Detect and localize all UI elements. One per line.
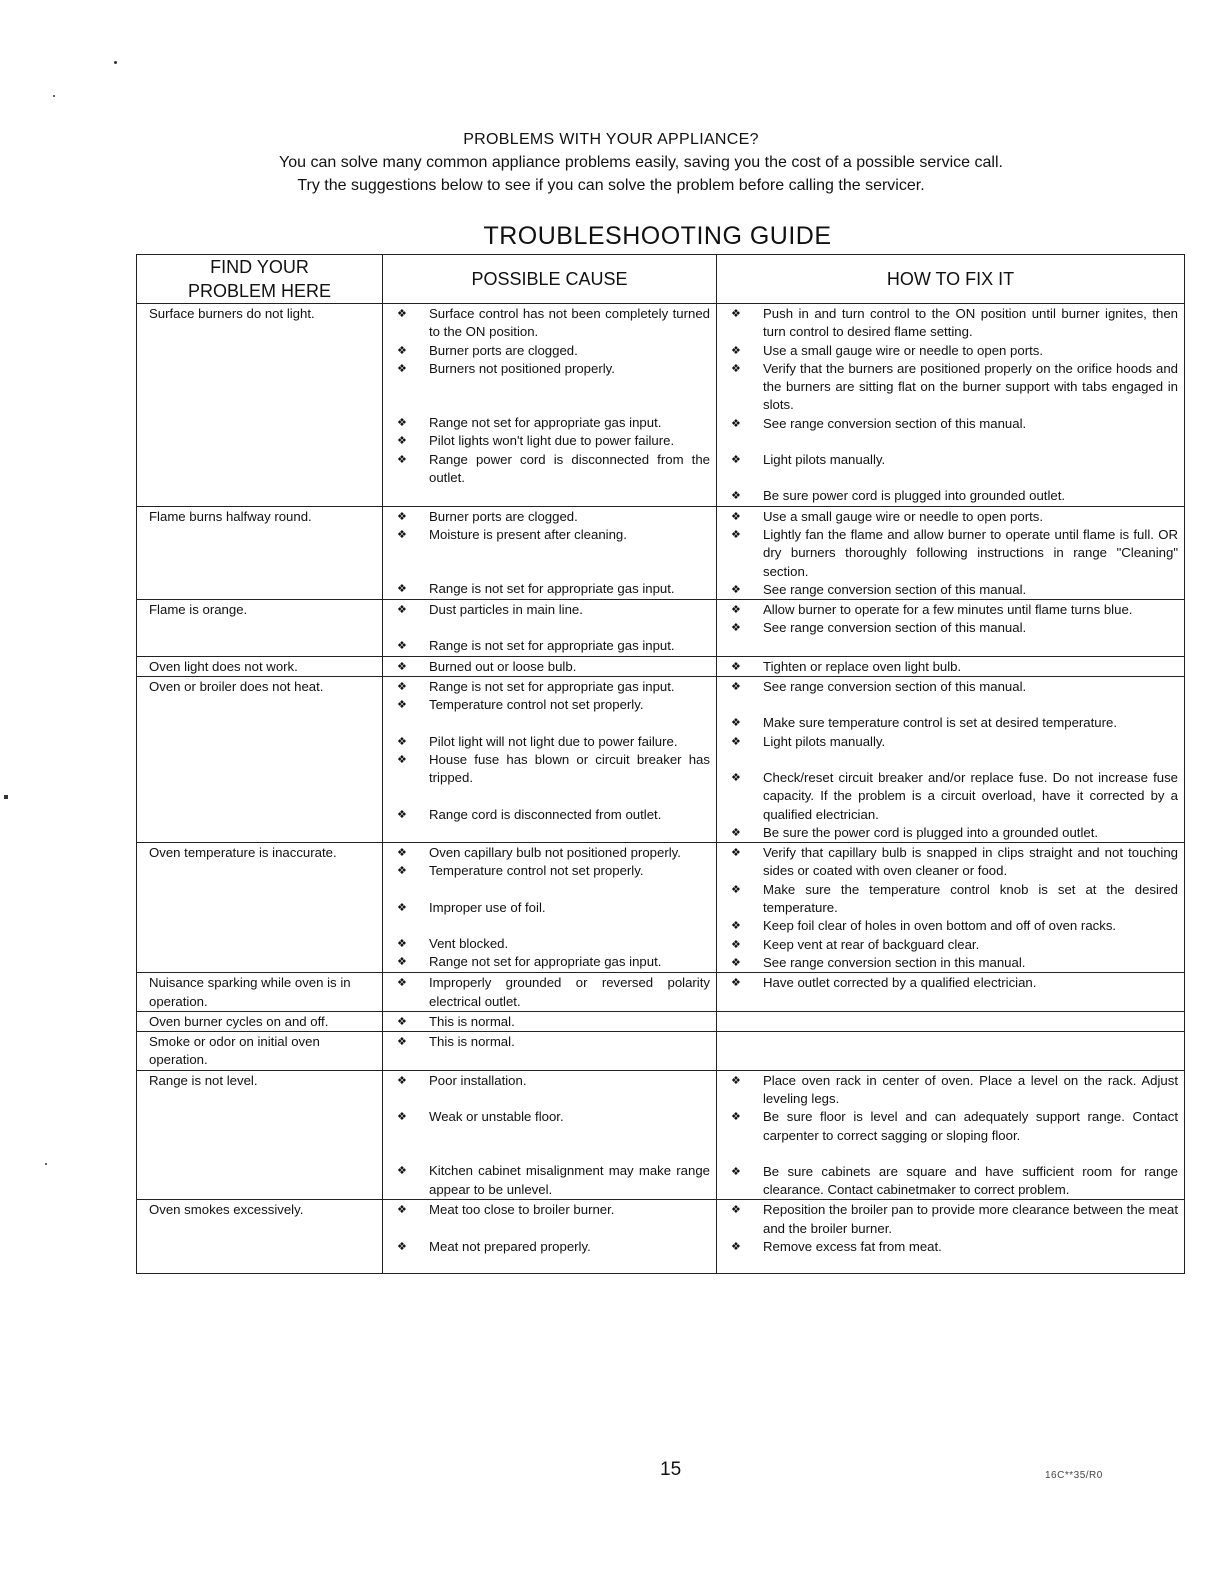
bullet-icon: ❖ — [397, 1036, 407, 1049]
bullet-icon: ❖ — [397, 1110, 407, 1123]
scan-speck — [114, 61, 117, 64]
fix-cell — [717, 1011, 1185, 1031]
cause-item: ❖ Pilot lights won't light due to power failure. — [395, 432, 710, 450]
bullet-icon: ❖ — [397, 583, 407, 596]
bullet-icon: ❖ — [731, 510, 741, 523]
cause-cell — [383, 506, 717, 599]
cause-cell — [383, 677, 717, 843]
cause-item: ❖ Poor installation. — [395, 1072, 710, 1090]
problem-cell: Oven light does not work. — [137, 656, 383, 676]
cause-item: ❖ Burners not positioned properly. — [395, 360, 710, 378]
problem-cell: Oven burner cycles on and off. — [137, 1011, 383, 1031]
bullet-icon: ❖ — [731, 883, 741, 896]
cause-item: ❖ Range is not set for appropriate gas input. — [395, 637, 710, 655]
fix-item: ❖ Use a small gauge wire or needle to open ports. — [729, 342, 1178, 360]
problem-cell: Range is not level. — [137, 1070, 383, 1200]
fix-cell — [717, 1032, 1185, 1071]
fix-item: ❖ Keep foil clear of holes in oven bottom and off of oven racks. — [729, 917, 1178, 935]
bullet-icon: ❖ — [397, 901, 407, 914]
cause-item: ❖ Range power cord is disconnected from the outlet. — [397, 451, 710, 486]
table-row — [137, 1200, 1185, 1274]
bullet-icon: ❖ — [397, 1015, 407, 1028]
problem-cell: Oven temperature is inaccurate. — [137, 843, 383, 973]
fix-item: ❖ Light pilots manually. — [729, 733, 1178, 751]
fix-item: ❖ Remove excess fat from meat. — [729, 1238, 1178, 1256]
cause-item: ❖ Range not set for appropriate gas input. — [395, 414, 710, 432]
fix-item: ❖ See range conversion section of this manual. — [729, 415, 1178, 433]
cause-item: ❖ Temperature control not set properly. — [395, 862, 710, 880]
cause-item: ❖ Meat too close to broiler burner. — [395, 1201, 710, 1219]
problem-cell: Nuisance sparking while oven is in operation. — [137, 973, 383, 1012]
cause-item: ❖ Surface control has not been completely turned to the ON position. — [397, 306, 710, 340]
cause-item: ❖ Pilot light will not light due to power failure. — [395, 733, 710, 751]
bullet-icon: ❖ — [397, 510, 407, 523]
bullet-icon: ❖ — [397, 1165, 407, 1178]
bullet-icon: ❖ — [731, 362, 741, 375]
bullet-icon: ❖ — [731, 735, 741, 748]
bullet-icon: ❖ — [397, 1240, 407, 1253]
fix-cell — [717, 304, 1185, 507]
bullet-icon: ❖ — [397, 344, 407, 357]
document-code: 16C**35/R0 — [1045, 1470, 1103, 1481]
bullet-icon: ❖ — [397, 735, 407, 748]
bullet-icon: ❖ — [397, 362, 407, 375]
cause-item: ❖ Burner ports are clogged. — [395, 342, 710, 360]
problem-cell: Surface burners do not light. — [137, 304, 383, 507]
fix-item: ❖ Tighten or replace oven light bulb. — [729, 658, 1178, 676]
bullet-icon: ❖ — [731, 417, 741, 430]
bullet-icon: ❖ — [397, 1204, 407, 1217]
guide-title: TROUBLESHOOTING GUIDE — [483, 222, 832, 250]
bullet-icon: ❖ — [731, 771, 741, 784]
bullet-icon: ❖ — [397, 753, 407, 766]
cause-item: ❖ Range cord is disconnected from outlet. — [395, 806, 710, 824]
bullet-icon: ❖ — [397, 938, 407, 951]
bullet-icon: ❖ — [397, 640, 407, 653]
cause-item: ❖ Range not set for appropriate gas input. — [395, 953, 710, 971]
cause-cell — [383, 973, 717, 1012]
table-row — [137, 1011, 1185, 1031]
bullet-icon: ❖ — [731, 956, 741, 969]
cause-item: ❖ Vent blocked. — [395, 935, 710, 953]
problem-cell: Flame is orange. — [137, 600, 383, 657]
fix-item: ❖ Light pilots manually. — [729, 451, 1178, 469]
cause-cell — [383, 1011, 717, 1031]
table-row — [137, 677, 1185, 843]
bullet-icon: ❖ — [397, 956, 407, 969]
fix-item: ❖ Have outlet corrected by a qualified electrician. — [729, 974, 1178, 992]
fix-item: ❖ Reposition the broiler pan to provide more clearance between the meat and the broiler burner. — [731, 1202, 1178, 1236]
scan-speck — [53, 95, 55, 97]
fix-cell — [717, 843, 1185, 973]
bullet-icon: ❖ — [397, 1074, 407, 1087]
table-row — [137, 1032, 1185, 1071]
cause-item: ❖ Meat not prepared properly. — [395, 1238, 710, 1256]
cause-cell — [383, 1032, 717, 1071]
table-row — [137, 656, 1185, 676]
bullet-icon: ❖ — [397, 865, 407, 878]
bullet-icon: ❖ — [397, 435, 407, 448]
fix-cell — [717, 1070, 1185, 1200]
cause-item: ❖ Weak or unstable floor. — [395, 1108, 710, 1126]
bullet-icon: ❖ — [397, 699, 407, 712]
bullet-icon: ❖ — [397, 528, 407, 541]
bullet-icon: ❖ — [397, 808, 407, 821]
table-header-row — [137, 255, 1185, 304]
cause-item: ❖ Improper use of foil. — [395, 899, 710, 917]
cause-cell — [383, 1200, 717, 1274]
fix-item: ❖ Verify that the burners are positioned properly on the orifice hoods and the burners are sitting flat on the burner support with tabs engaged in slots. — [731, 360, 1178, 413]
scan-speck — [45, 1163, 47, 1165]
fix-item: ❖ Place oven rack in center of oven. Place a level on the rack. Adjust leveling legs. — [731, 1072, 1178, 1106]
header-possible-cause: POSSIBLE CAUSE — [383, 255, 717, 304]
fix-cell — [717, 506, 1185, 599]
cause-item: ❖ Kitchen cabinet misalignment may make range appear to be unlevel. — [397, 1163, 710, 1197]
fix-cell — [717, 600, 1185, 657]
fix-cell — [717, 973, 1185, 1012]
fix-item: ❖ See range conversion section in this manual. — [729, 954, 1178, 972]
fix-item: ❖ Be sure cabinets are square and have sufficient room for range clearance. Contact cabinetmaker to correct problem. — [731, 1163, 1178, 1198]
cause-item: ❖ Dust particles in main line. — [395, 601, 710, 619]
bullet-icon: ❖ — [397, 308, 407, 320]
cause-item: ❖ Burner ports are clogged. — [395, 508, 710, 526]
bullet-icon: ❖ — [397, 660, 407, 673]
fix-cell — [717, 656, 1185, 676]
fix-item: ❖ Lightly fan the flame and allow burner to operate until flame is full. OR dry burners thoroughly following instructions in range "Cleaning" section. — [731, 526, 1178, 579]
table-row — [137, 1070, 1185, 1200]
header-how-to-fix: HOW TO FIX IT — [717, 255, 1185, 304]
bullet-icon: ❖ — [731, 344, 741, 357]
fix-cell — [717, 1200, 1185, 1274]
header-find-problem-line2: PROBLEM HERE — [187, 281, 332, 301]
cause-item: ❖ Oven capillary bulb not positioned properly. — [395, 844, 710, 862]
fix-item: ❖ Be sure power cord is plugged into grounded outlet. — [729, 487, 1178, 505]
bullet-icon: ❖ — [731, 847, 741, 860]
cause-item: ❖ Burned out or loose bulb. — [395, 658, 710, 676]
intro-line-2: Try the suggestions below to see if you can solve the problem before calling the servicer. — [297, 177, 925, 194]
fix-item: ❖ See range conversion section of this manual. — [729, 678, 1178, 696]
fix-item: ❖ See range conversion section of this manual. — [729, 619, 1178, 637]
troubleshooting-table — [136, 254, 1185, 1274]
fix-item: ❖ Push in and turn control to the ON position until burner ignites, then turn control to desired flame setting. — [731, 306, 1178, 340]
cause-cell — [383, 304, 717, 507]
bullet-icon: ❖ — [731, 1204, 741, 1217]
bullet-icon: ❖ — [731, 717, 741, 730]
scan-speck — [4, 795, 8, 799]
fix-item: ❖ Keep vent at rear of backguard clear. — [729, 936, 1178, 954]
bullet-icon: ❖ — [731, 528, 741, 541]
intro-line-1: You can solve many common appliance problems easily, saving you the cost of a possible service call. — [279, 154, 1003, 171]
bullet-icon: ❖ — [731, 583, 741, 596]
bullet-icon: ❖ — [731, 938, 741, 951]
intro-heading: PROBLEMS WITH YOUR APPLIANCE? — [463, 131, 759, 148]
bullet-icon: ❖ — [397, 847, 407, 860]
cause-item: ❖ Moisture is present after cleaning. — [395, 526, 710, 544]
bullet-icon: ❖ — [731, 454, 741, 467]
bullet-icon: ❖ — [397, 417, 407, 430]
bullet-icon: ❖ — [731, 977, 741, 990]
cause-cell — [383, 843, 717, 973]
header-find-problem — [137, 255, 383, 304]
problem-cell: Oven smokes excessively. — [137, 1200, 383, 1274]
fix-item: ❖ Be sure floor is level and can adequately support range. Contact carpenter to correct sagging or sloping floor. — [731, 1109, 1178, 1143]
problem-cell: Flame burns halfway round. — [137, 506, 383, 599]
bullet-icon: ❖ — [731, 1241, 741, 1254]
bullet-icon: ❖ — [731, 681, 741, 694]
fix-cell — [717, 677, 1185, 843]
fix-item: ❖ Be sure the power cord is plugged into a grounded outlet. — [729, 824, 1178, 842]
fix-item: ❖ Allow burner to operate for a few minutes until flame turns blue. — [729, 601, 1178, 619]
cause-item: ❖ House fuse has blown or circuit breaker has tripped. — [397, 751, 710, 786]
cause-item: ❖ Temperature control not set properly. — [395, 696, 710, 714]
table-row — [137, 304, 1185, 507]
bullet-icon: ❖ — [731, 660, 741, 673]
fix-item: ❖ Use a small gauge wire or needle to open ports. — [729, 508, 1178, 526]
fix-item: ❖ Verify that capillary bulb is snapped in clips straight and not touching sides or coated with oven cleaner or food. — [731, 845, 1178, 879]
bullet-icon: ❖ — [397, 681, 407, 694]
bullet-icon: ❖ — [397, 453, 407, 466]
cause-cell — [383, 1070, 717, 1200]
bullet-icon: ❖ — [397, 604, 407, 617]
cause-cell — [383, 600, 717, 657]
cause-item: ❖ Improperly grounded or reversed polarity electrical outlet. — [397, 975, 710, 1009]
bullet-icon: ❖ — [731, 622, 741, 635]
cause-item: ❖ This is normal. — [395, 1033, 710, 1051]
table-row — [137, 506, 1185, 599]
bullet-icon: ❖ — [731, 308, 741, 320]
cause-item: ❖ This is normal. — [395, 1013, 710, 1031]
bullet-icon: ❖ — [397, 977, 407, 990]
fix-item: ❖ Check/reset circuit breaker and/or replace fuse. Do not increase fuse capacity. If the problem is a circuit overload, have it corrected by a qualified electrician. — [731, 769, 1178, 822]
problem-cell: Oven or broiler does not heat. — [137, 677, 383, 843]
fix-item: ❖ See range conversion section of this manual. — [729, 581, 1178, 599]
fix-item: ❖ Make sure the temperature control knob is set at the desired temperature. — [731, 881, 1178, 916]
page-number: 15 — [660, 1459, 682, 1480]
cause-cell — [383, 656, 717, 676]
header-find-problem-line1: FIND YOUR — [210, 257, 309, 277]
table-row — [137, 600, 1185, 657]
fix-item: ❖ Make sure temperature control is set at desired temperature. — [729, 714, 1178, 732]
bullet-icon: ❖ — [731, 1111, 741, 1124]
bullet-icon: ❖ — [731, 490, 741, 503]
bullet-icon: ❖ — [731, 826, 741, 839]
cause-item: ❖ Range is not set for appropriate gas input. — [395, 580, 710, 598]
bullet-icon: ❖ — [731, 1165, 741, 1178]
cause-item: ❖ Range is not set for appropriate gas input. — [395, 678, 710, 696]
bullet-icon: ❖ — [731, 1074, 741, 1087]
bullet-icon: ❖ — [731, 604, 741, 617]
table-row — [137, 843, 1185, 973]
bullet-icon: ❖ — [731, 920, 741, 933]
table-row — [137, 973, 1185, 1012]
problem-cell: Smoke or odor on initial oven operation. — [137, 1032, 383, 1071]
